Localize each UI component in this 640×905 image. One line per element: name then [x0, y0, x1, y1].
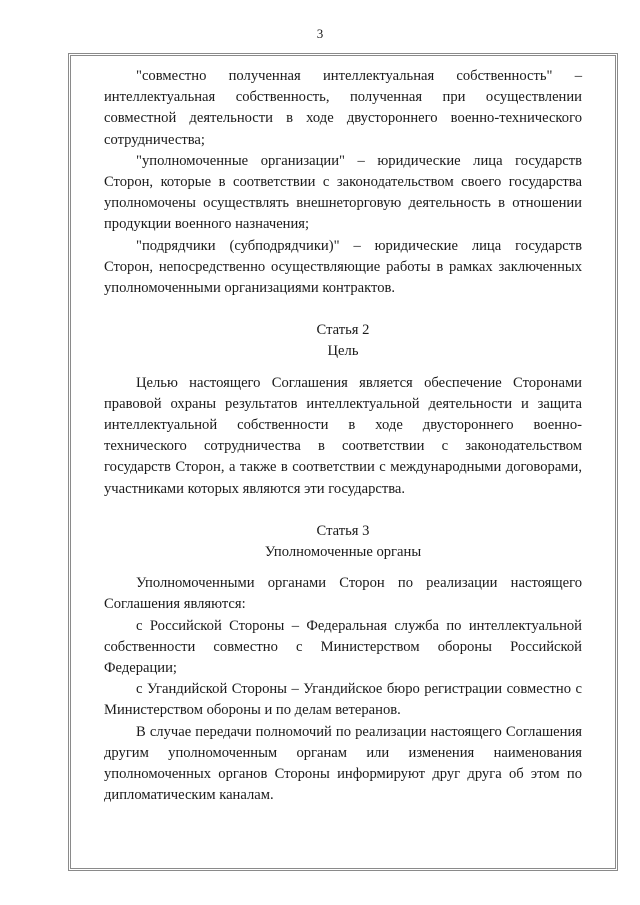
article-3-intro: Уполномоченными органами Сторон по реализации настоящего Соглашения являются: — [104, 575, 582, 613]
article-3-russian-party: с Российской Стороны – Федеральная служба по интеллектуальной собственности совместно с Министерством обороны Российской Федерации; — [104, 617, 582, 677]
article-2-number: Статья 2 — [316, 322, 370, 339]
definition-authorized-organizations: "уполномоченные организации" – юридические лица государств Сторон, которые в соответствии с законодательством своего государства уполномочены осуществлять внешнеторговую деятельность в отношении продукции военного назначения; — [104, 152, 582, 233]
definition-contractors: "подрядчики (субподрядчики)" – юридические лица государств Сторон, непосредственно осуществляющие работы в рамках заключенных уполномоченными организациями контрактов. — [104, 237, 582, 297]
page-number: 3 — [316, 26, 324, 41]
article-2-text: Целью настоящего Соглашения является обеспечение Сторонами правовой охраны результатов интеллектуальной деятельности и защита интеллектуальной собственности в ходе двустороннего военно-технического сотрудничества в соответствии с законодательством государств Сторон, а также в соответствии с международными договорами, участниками которых являются эти государства. — [104, 374, 582, 497]
article-3-ugandan-party: с Угандийской Стороны – Угандийское бюро регистрации совместно с Министерством обороны и по делам ветеранов. — [104, 681, 582, 719]
definition-joint-ip: "совместно полученная интеллектуальная собственность" – интеллектуальная собственность, полученная при осуществлении совместной деятельности в ходе двустороннего военно-технического сотрудничества; — [104, 68, 582, 148]
document-body — [104, 66, 582, 807]
article-3-title: Уполномоченные органы — [264, 544, 422, 561]
article-2-title: Цель — [327, 343, 359, 360]
article-3-number: Статья 3 — [316, 522, 370, 539]
article-3-notification: В случае передачи полномочий по реализации настоящего Соглашения другим уполномоченным органам или изменения наименования уполномоченных органов Стороны информируют друг друга об этом по дипломатическим каналам. — [104, 723, 582, 804]
